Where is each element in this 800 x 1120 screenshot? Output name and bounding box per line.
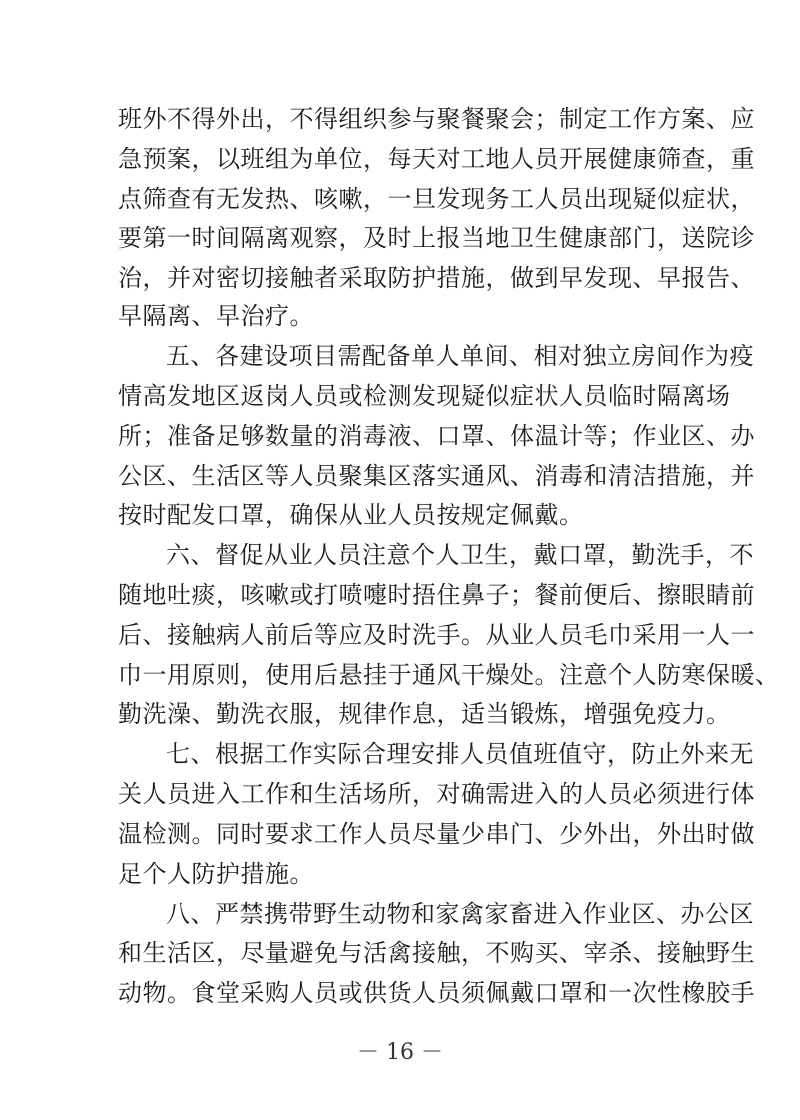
body-text-line: 足个人防护措施。: [118, 859, 314, 888]
body-text-line: 点筛查有无发热、咳嗽，一旦发现务工人员出现疑似症状，: [118, 184, 755, 213]
body-text-line: 和生活区，尽量避免与活禽接触，不购买、宰杀、接触野生: [118, 939, 755, 968]
body-text-line: 情高发地区返岗人员或检测发现疑似症状人员临时隔离场: [118, 381, 731, 410]
body-text-line: 关人员进入工作和生活场所，对确需进入的人员必须进行体: [118, 780, 755, 809]
body-text-line: 早隔离、早治疗。: [118, 302, 314, 331]
body-text-line: 急预案，以班组为单位，每天对工地人员开展健康筛查，重: [118, 144, 755, 173]
section-six-first-line: 六、督促从业人员注意个人卫生，戴口罩，勤洗手，不: [166, 541, 754, 570]
body-text-line: 后、接触病人前后等应及时洗手。从业人员毛巾采用一人一: [118, 620, 755, 649]
body-text-line: 班外不得外出，不得组织参与聚餐聚会；制定工作方案、应: [118, 105, 755, 133]
body-text-line: 按时配发口罩，确保从业人员按规定佩戴。: [118, 501, 584, 530]
body-text-line: 要第一时间隔离观察，及时上报当地卫生健康部门，送院诊: [118, 224, 755, 253]
body-text-line: 动物。食堂采购人员或供货人员须佩戴口罩和一次性橡胶手: [118, 979, 755, 1008]
section-eight-first-line: 八、严禁携带野生动物和家禽家畜进入作业区、办公区: [166, 899, 754, 928]
body-text-line: 温检测。同时要求工作人员尽量少串门、少外出，外出时做: [118, 819, 755, 848]
body-text-line: 巾一用原则，使用后悬挂于通风干燥处。注意个人防寒保暖、: [118, 660, 780, 689]
section-five-first-line: 五、各建设项目需配备单人单间、相对独立房间作为疫: [166, 342, 754, 371]
body-text-line: 公区、生活区等人员聚集区落实通风、消毒和清洁措施，并: [118, 461, 755, 490]
section-seven-first-line: 七、根据工作实际合理安排人员值班值守，防止外来无: [166, 740, 754, 769]
body-text-line: 治，并对密切接触者采取防护措施，做到早发现、早报告、: [118, 264, 755, 293]
body-text-line: 勤洗澡、勤洗衣服，规律作息，适当锻炼，增强免疫力。: [118, 700, 731, 729]
body-text-line: 随地吐痰，咳嗽或打喷嚏时捂住鼻子；餐前便后、擦眼睛前: [118, 581, 755, 610]
page-number: － 16 －: [357, 1040, 443, 1065]
body-text-line: 所；准备足够数量的消毒液、口罩、体温计等；作业区、办: [118, 421, 755, 450]
